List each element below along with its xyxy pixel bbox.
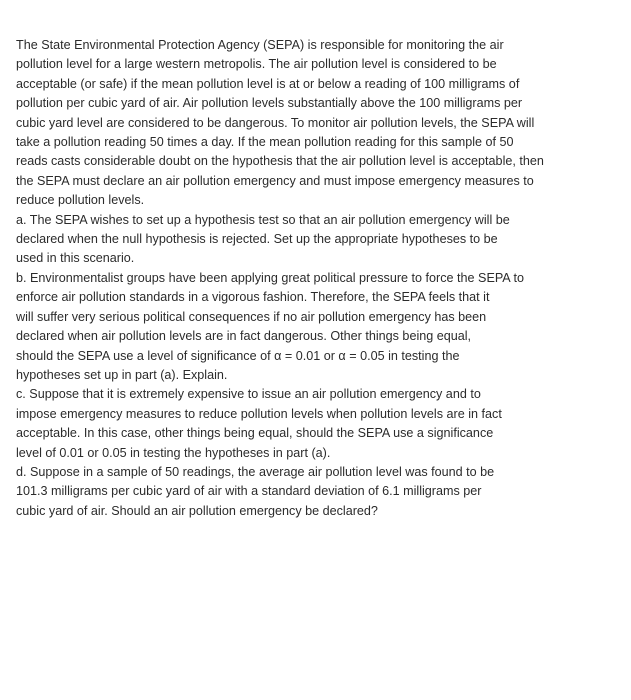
part-b-line: b. Environmentalist groups have been applying great political pressure to force the SEPA to: [16, 270, 525, 285]
part-c-line: c. Suppose that it is extremely expensive to issue an air pollution emergency and to: [16, 387, 481, 402]
text-line: should the SEPA use a level of significance of α = 0.01 or α = 0.05 in testing the: [16, 348, 460, 363]
text-line: level of 0.01 or 0.05 in testing the hypotheses in part (a).: [16, 445, 331, 460]
text-line: impose emergency measures to reduce pollution levels when pollution levels are in fact: [16, 406, 502, 421]
text-line: pollution per cubic yard of air. Air pollution levels substantially above the 100 milligrams per: [16, 96, 523, 111]
text-line: the SEPA must declare an air pollution emergency and must impose emergency measures to: [16, 173, 534, 188]
text-line: declared when air pollution levels are in fact dangerous. Other things being equal,: [16, 329, 472, 344]
text-line: pollution level for a large western metropolis. The air pollution level is considered to be: [16, 57, 497, 72]
text-line: reads casts considerable doubt on the hypothesis that the air pollution level is acceptable, then: [16, 154, 544, 169]
text-line: acceptable. In this case, other things being equal, should the SEPA use a significance: [16, 426, 494, 441]
text-line: acceptable (or safe) if the mean pollution level is at or below a reading of 100 milligrams of: [16, 76, 520, 91]
text-line: used in this scenario.: [16, 251, 135, 266]
text-line: 101.3 milligrams per cubic yard of air with a standard deviation of 6.1 milligrams per: [16, 484, 482, 499]
part-d-line: d. Suppose in a sample of 50 readings, the average air pollution level was found to be: [16, 464, 495, 479]
text-line: cubic yard of air. Should an air pollution emergency be declared?: [16, 503, 378, 518]
text-line: hypotheses set up in part (a). Explain.: [16, 367, 228, 382]
text-line: take a pollution reading 50 times a day. If the mean pollution reading for this sample of 50: [16, 135, 514, 150]
text-line: enforce air pollution standards in a vigorous fashion. Therefore, the SEPA feels that it: [16, 290, 490, 305]
part-a-line: a. The SEPA wishes to set up a hypothesis test so that an air pollution emergency will be: [16, 212, 510, 227]
text-line: cubic yard level are considered to be dangerous. To monitor air pollution levels, the SEPA will: [16, 115, 535, 130]
text-line: The State Environmental Protection Agency (SEPA) is responsible for monitoring the air: [16, 38, 504, 52]
text-line: declared when the null hypothesis is rejected. Set up the appropriate hypotheses to be: [16, 232, 498, 247]
text-line: will suffer very serious political consequences if no air pollution emergency has been: [16, 309, 487, 324]
text-line: reduce pollution levels.: [16, 193, 145, 208]
problem-statement: [16, 36, 616, 521]
